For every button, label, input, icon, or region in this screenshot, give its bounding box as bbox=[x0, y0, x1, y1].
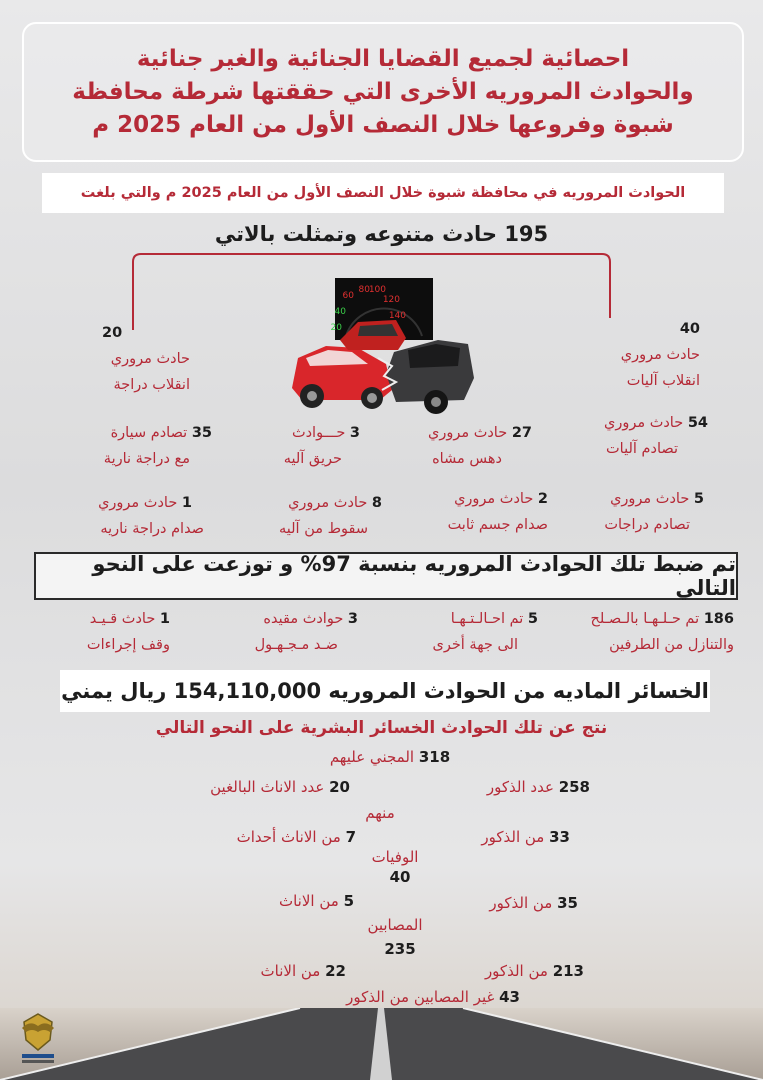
distribution-label: حادث قـيـد bbox=[89, 611, 156, 627]
accident-type: مع دراجة نارية bbox=[103, 451, 190, 467]
distribution-count: 1 bbox=[159, 611, 170, 627]
subtitle-text: الحوادث المروريه في محافظة شبوة خلال النصف الأول من العام 2025 م والتي بلغت bbox=[80, 185, 686, 201]
accident-type: سقوط من آليه bbox=[278, 521, 368, 537]
injured-females-label: من الاناث bbox=[260, 962, 321, 980]
accident-count: 27 bbox=[511, 425, 532, 441]
accident-count: 54 bbox=[687, 415, 708, 431]
males-total bbox=[460, 778, 590, 796]
juvenile-females-count: 7 bbox=[345, 828, 356, 846]
injured-females bbox=[236, 962, 346, 980]
distribution-detail: ضـد مـجـهـول bbox=[254, 637, 338, 653]
accident-count: 5 bbox=[693, 491, 704, 507]
distribution-label: تم احـالـتـهـا bbox=[450, 611, 524, 627]
distribution-label: تم حـلـهـا بالـصـلح bbox=[590, 611, 700, 627]
accident-count: 2 bbox=[537, 491, 548, 507]
road-illustration bbox=[0, 1008, 763, 1080]
deaths-males-label: من الذكور bbox=[489, 894, 553, 912]
injured-males-label: من الذكور bbox=[484, 962, 548, 980]
non-injured-males bbox=[300, 988, 520, 1006]
non-injured-males-label: غير المصابين من الذكور bbox=[346, 988, 495, 1006]
distribution-label: حوادث مقيده bbox=[263, 611, 344, 627]
material-loss-text: الخسائر الماديه من الحوادث المروريه 154,110,000 ريال يمني bbox=[61, 679, 709, 703]
adult-females bbox=[180, 778, 350, 796]
road-footer-image bbox=[0, 1008, 763, 1080]
distribution-item-suspended bbox=[60, 606, 170, 658]
males-33-label: من الذكور bbox=[481, 828, 545, 846]
svg-text:140: 140 bbox=[388, 311, 406, 321]
accident-type: تصادم دراجات bbox=[604, 517, 690, 533]
accident-type: صدام دراجة ناريه bbox=[100, 521, 204, 537]
accident-label: حادث مروري bbox=[603, 415, 684, 431]
distribution-item-reconciled bbox=[548, 606, 734, 658]
accident-type: حريق آليه bbox=[283, 451, 342, 467]
car-crash-illustration bbox=[288, 278, 478, 418]
deaths-count: 40 bbox=[389, 868, 411, 886]
distribution-detail: وقف إجراءات bbox=[86, 637, 170, 653]
svg-text:80: 80 bbox=[358, 285, 370, 295]
accident-count: 3 bbox=[349, 425, 360, 441]
accident-label: حادث مروري bbox=[110, 351, 190, 367]
distribution-item-referred bbox=[418, 606, 538, 658]
deaths-label: الوفيات bbox=[371, 848, 419, 866]
accident-label: تصادم سيارة bbox=[110, 425, 188, 441]
human-loss-heading: نتج عن تلك الحوادث الخسائر البشرية على النحو التالي bbox=[155, 718, 608, 738]
accident-item-collision-vehicles bbox=[568, 410, 708, 462]
deaths-males bbox=[468, 894, 578, 912]
accident-item-fixed-object bbox=[408, 486, 548, 538]
accident-count: 40 bbox=[679, 321, 700, 337]
title-line-2: والحوادث المروريه الأخرى التي حققتها شرطة محافظة bbox=[72, 78, 694, 105]
deaths-females-label: من الاناث bbox=[278, 892, 339, 910]
distribution-detail: والتنازل من الطرفين bbox=[609, 637, 734, 653]
accident-item-bike-collision bbox=[576, 486, 704, 538]
title-line-3: شبوة وفروعها خلال النصف الأول من العام 2025 م bbox=[92, 111, 674, 138]
accident-item-rollover-vehicles bbox=[580, 316, 700, 394]
accident-label: حادث مروري bbox=[620, 347, 700, 363]
accident-type: دهس مشاه bbox=[432, 451, 502, 467]
distribution-count: 186 bbox=[703, 611, 734, 627]
victims-total-label: المجني عليهم bbox=[329, 748, 415, 766]
victims-total-count: 318 bbox=[418, 748, 451, 766]
title-line-1: احصائية لجميع القضايا الجنائية والغير جنائية bbox=[136, 45, 630, 72]
deaths-females bbox=[258, 892, 354, 910]
injured-label: المصابين bbox=[367, 916, 423, 934]
accident-item-car-motorbike bbox=[72, 420, 212, 472]
accident-item-pedestrian bbox=[392, 420, 532, 472]
accident-type: انقلاب آليات bbox=[626, 373, 700, 389]
accident-type: انقلاب دراجة bbox=[113, 377, 190, 393]
accident-item-vehicle-fire bbox=[250, 420, 360, 472]
accident-label: حـــوادث bbox=[291, 425, 346, 441]
svg-text:120: 120 bbox=[382, 295, 400, 305]
injured-males bbox=[464, 962, 584, 980]
deaths-females-count: 5 bbox=[343, 892, 354, 910]
accident-label: حادث مروري bbox=[610, 491, 690, 507]
control-rate-text: تم ضبط تلك الحوادث المروريه بنسبة 97% و توزعت على النحو التالي bbox=[92, 552, 736, 600]
adult-females-count: 20 bbox=[329, 778, 350, 796]
distribution-count: 3 bbox=[347, 611, 358, 627]
distribution-count: 5 bbox=[527, 611, 538, 627]
males-label: عدد الذكور bbox=[486, 778, 554, 796]
control-rate-bar bbox=[34, 552, 738, 600]
males-33-count: 33 bbox=[549, 828, 570, 846]
of-them-label: منهم bbox=[365, 804, 395, 822]
total-accidents-line: 195 حادث متنوعه وتمثلت بالاتي bbox=[214, 222, 549, 246]
injured-females-count: 22 bbox=[325, 962, 346, 980]
accident-item-rollover-bike bbox=[62, 320, 190, 398]
juvenile-females-label: من الاناث أحداث bbox=[236, 828, 341, 846]
material-loss-bar bbox=[60, 670, 710, 712]
juvenile-females bbox=[216, 828, 356, 846]
svg-text:40: 40 bbox=[334, 307, 346, 317]
distribution-item-unknown bbox=[226, 606, 358, 658]
accident-count: 1 bbox=[181, 495, 192, 511]
accident-label: حادث مروري bbox=[98, 495, 178, 511]
svg-text:60: 60 bbox=[342, 291, 354, 301]
accident-count: 20 bbox=[102, 325, 123, 341]
males-33 bbox=[460, 828, 570, 846]
accident-label: حادث مروري bbox=[288, 495, 368, 511]
accident-item-fall-from-vehicle bbox=[258, 490, 382, 542]
non-injured-males-count: 43 bbox=[499, 988, 520, 1006]
victims-total bbox=[300, 748, 480, 766]
distribution-detail: الى جهة أخرى bbox=[432, 637, 518, 653]
adult-females-label: عدد الاناث البالغين bbox=[210, 778, 325, 796]
injured-males-count: 213 bbox=[552, 962, 584, 980]
accident-label: حادث مروري bbox=[454, 491, 534, 507]
accident-label: حادث مروري bbox=[427, 425, 508, 441]
accident-item-motorbike-crash bbox=[64, 490, 204, 542]
deaths-males-count: 35 bbox=[557, 894, 578, 912]
police-emblem-icon bbox=[16, 1010, 60, 1068]
accident-count: 35 bbox=[191, 425, 212, 441]
svg-text:20: 20 bbox=[330, 323, 342, 333]
accident-count: 8 bbox=[371, 495, 382, 511]
males-count: 258 bbox=[558, 778, 590, 796]
svg-text:100: 100 bbox=[368, 285, 386, 295]
accident-type: تصادم آليات bbox=[606, 441, 678, 457]
accident-type: صدام جسم ثابت bbox=[447, 517, 548, 533]
injured-count: 235 bbox=[384, 940, 416, 958]
